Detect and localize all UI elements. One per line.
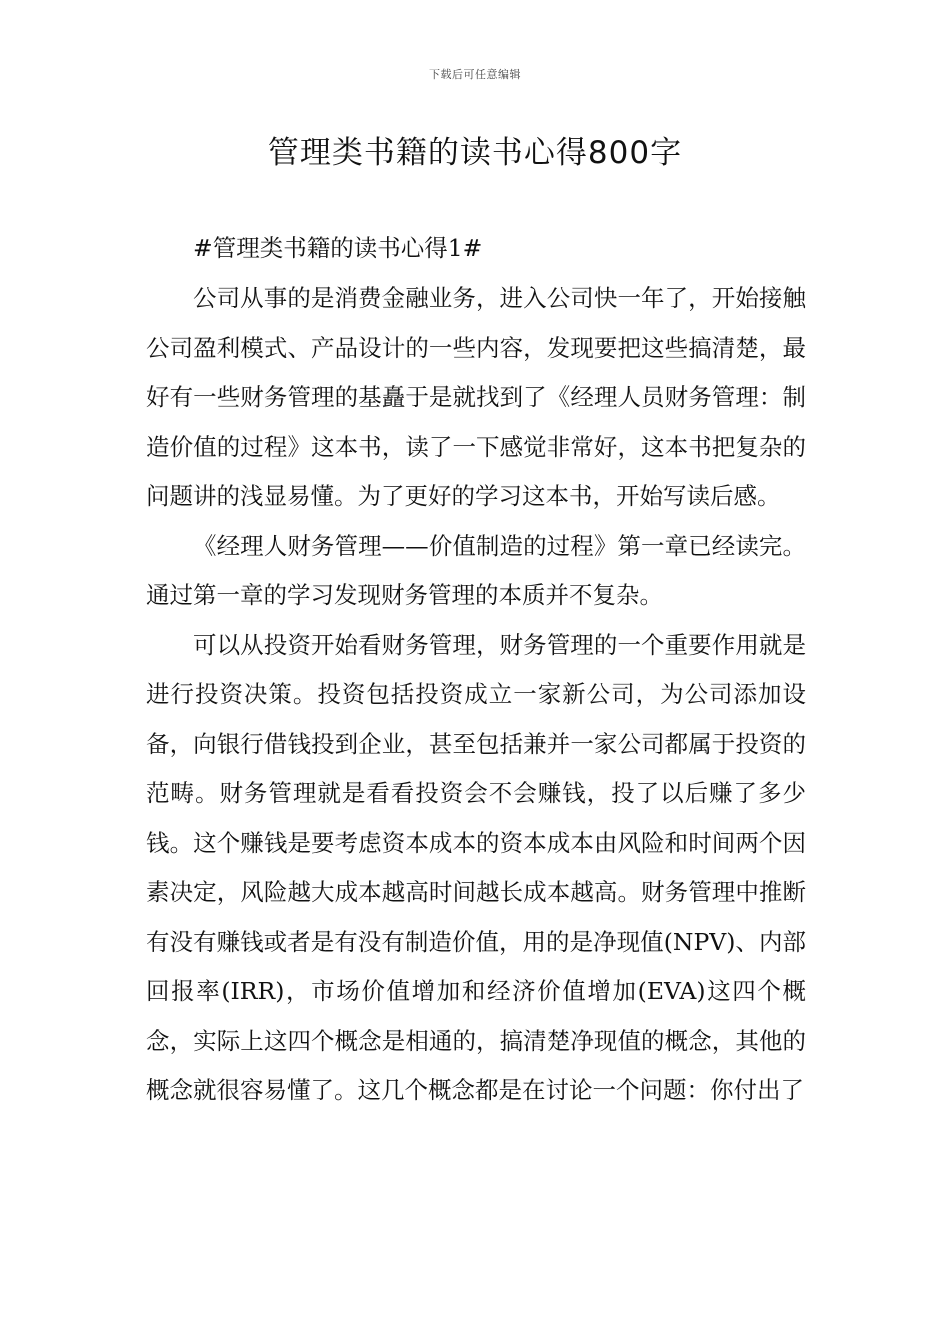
- header-note: 下载后可任意编辑: [429, 68, 521, 81]
- page-title: 管理类书籍的读书心得800字: [267, 135, 683, 171]
- document-body: [146, 222, 806, 1116]
- paragraph-chapter-one: 《经理人财务管理——价值制造的过程》第一章已经读完。通过第一章的学习发现财务管理的本质并不复杂。: [146, 531, 806, 609]
- paragraph-investment: 可以从投资开始看财务管理，财务管理的一个重要作用就是进行投资决策。投资包括投资成立一家新公司，为公司添加设备，向银行借钱投到企业，甚至包括兼并一家公司都属于投资的范畴。财务管理就是看看投资会不会赚钱，投了以后赚了多少钱。这个赚钱是要考虑资本成本的资本成本由风险和时间两个因素决定，风险越大成本越高时间越长成本越高。财务管理中推断有没有赚钱或者是有没有制造价值，用的是净现值(NPV)、内部回报率(IRR)，市场价值增加和经济价值增加(EVA)这四个概念，实际上这四个概念是相通的，搞清楚净现值的概念，其他的概念就很容易懂了。这几个概念都是在讨论一个问题：你付出了: [146, 630, 806, 1104]
- section-heading: #管理类书籍的读书心得1#: [193, 234, 483, 262]
- paragraph-intro: 公司从事的是消费金融业务，进入公司快一年了，开始接触公司盈利模式、产品设计的一些内容，发现要把这些搞清楚，最好有一些财务管理的基矗于是就找到了《经理人员财务管理：制造价值的过程》这本书，读了一下感觉非常好，这本书把复杂的问题讲的浅显易懂。为了更好的学习这本书，开始写读后感。: [146, 284, 806, 510]
